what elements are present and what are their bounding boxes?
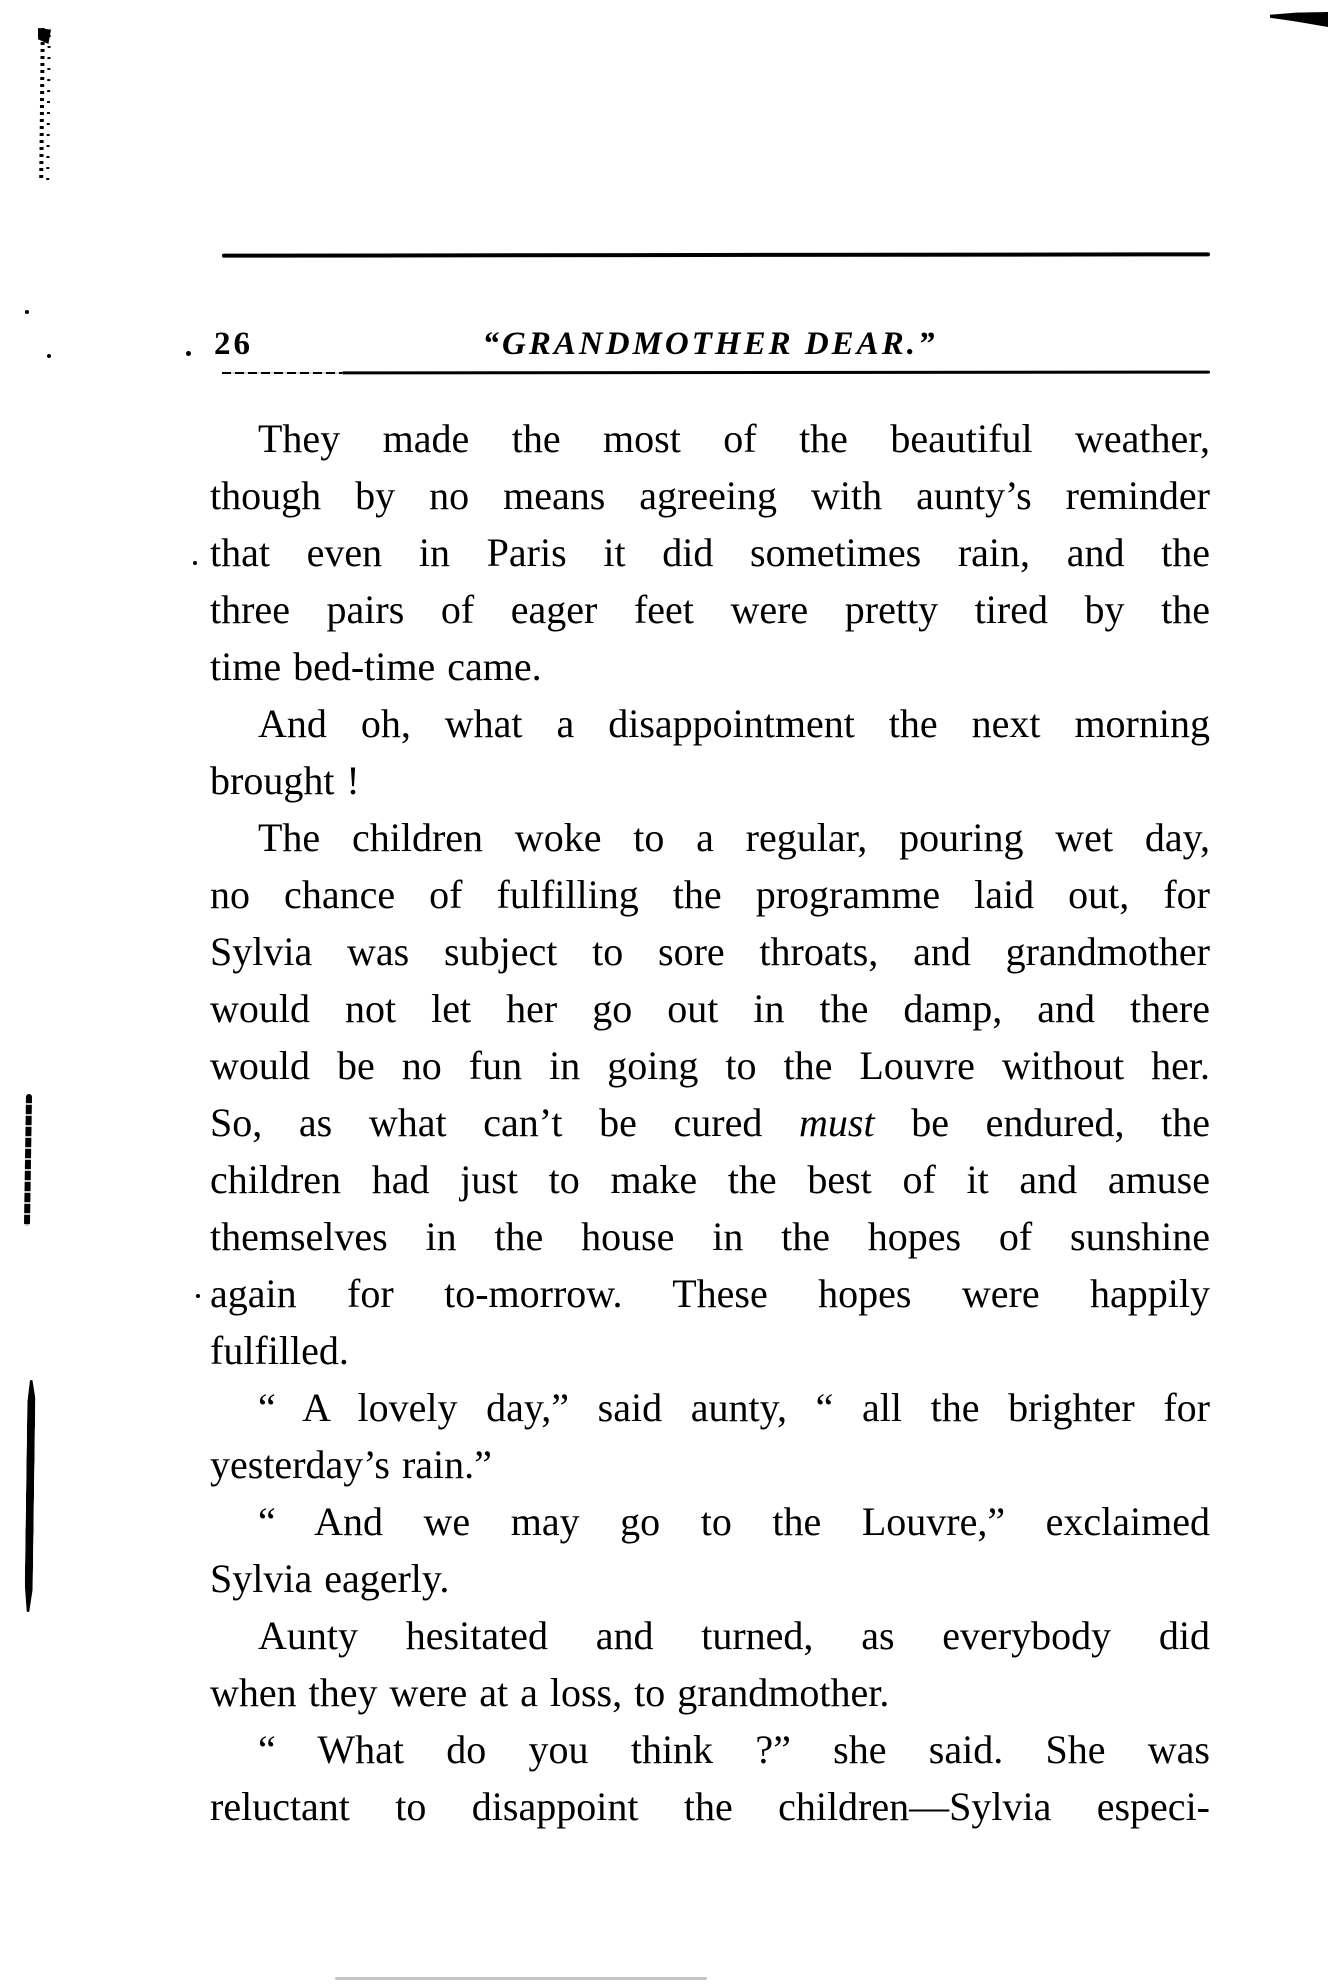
scan-artifact-speck — [196, 1294, 200, 1298]
text-line: would be no fun in going to the Louvre without her. — [210, 1043, 1210, 1088]
text-line: And oh, what a disappointment the next morning — [258, 701, 1210, 746]
text-line: when they were at a loss, to grandmother. — [210, 1670, 890, 1715]
text-line: fulfilled. — [210, 1328, 349, 1373]
header-rule-bottom-dashes — [222, 372, 342, 374]
header-rule-bottom — [342, 371, 1210, 375]
scan-artifact-speck — [25, 310, 29, 314]
text-line: brought ! — [210, 758, 360, 803]
scan-artifact-speck — [193, 561, 197, 565]
text-line: “ A lovely day,” said aunty, “ all the brighter for — [258, 1385, 1210, 1430]
text-line: Sylvia was subject to sore throats, and grandmother — [210, 929, 1210, 974]
scan-artifact-page-edge-shadow — [335, 1977, 707, 1980]
scan-artifact-binding-streak-lower — [24, 1380, 35, 1612]
text-line: So, as what can’t be cured must be endured, the — [210, 1100, 1211, 1145]
text-line: “ What do you think ?” she said. She was — [258, 1727, 1210, 1772]
text-line: yesterday’s rain.” — [210, 1442, 492, 1487]
text-line: that even in Paris it did sometimes rain, and the — [210, 530, 1210, 575]
text-line: themselves in the house in the hopes of sunshine — [210, 1214, 1210, 1259]
text-line: would not let her go out in the damp, and there — [210, 986, 1210, 1031]
text-line: reluctant to disappoint the children—Sylvia especi- — [210, 1784, 1210, 1829]
body-text — [210, 410, 1210, 1835]
scan-artifact-corner-wedge — [1270, 12, 1328, 27]
text-line: three pairs of eager feet were pretty tired by the — [210, 587, 1210, 632]
text-line: “ And we may go to the Louvre,” exclaimed — [258, 1499, 1210, 1544]
text-line: Aunty hesitated and turned, as everybody did — [258, 1613, 1210, 1658]
page-header — [210, 320, 1210, 370]
text-line: time bed-time came. — [210, 644, 542, 689]
text-line: They made the most of the beautiful weather, — [258, 416, 1210, 461]
header-rule-top — [222, 252, 1210, 257]
text-line: again for to-morrow. These hopes were happily — [210, 1271, 1210, 1316]
running-title: “GRANDMOTHER DEAR.” — [482, 326, 938, 362]
page-number: 26 — [214, 326, 253, 362]
text-line: The children woke to a regular, pouring wet day, — [258, 815, 1210, 860]
scan-artifact-binding-streak-middle — [24, 1094, 32, 1226]
text-line: though by no means agreeing with aunty’s reminder — [210, 473, 1210, 518]
text-line: Sylvia eagerly. — [210, 1556, 450, 1601]
text-line: children had just to make the best of it and amuse — [210, 1157, 1210, 1202]
scan-artifact-speck — [186, 351, 191, 356]
text-line: no chance of fulfilling the programme laid out, for — [210, 872, 1210, 917]
scan-artifact-binding-streak-top — [37, 28, 55, 180]
scan-artifact-speck — [47, 354, 51, 358]
